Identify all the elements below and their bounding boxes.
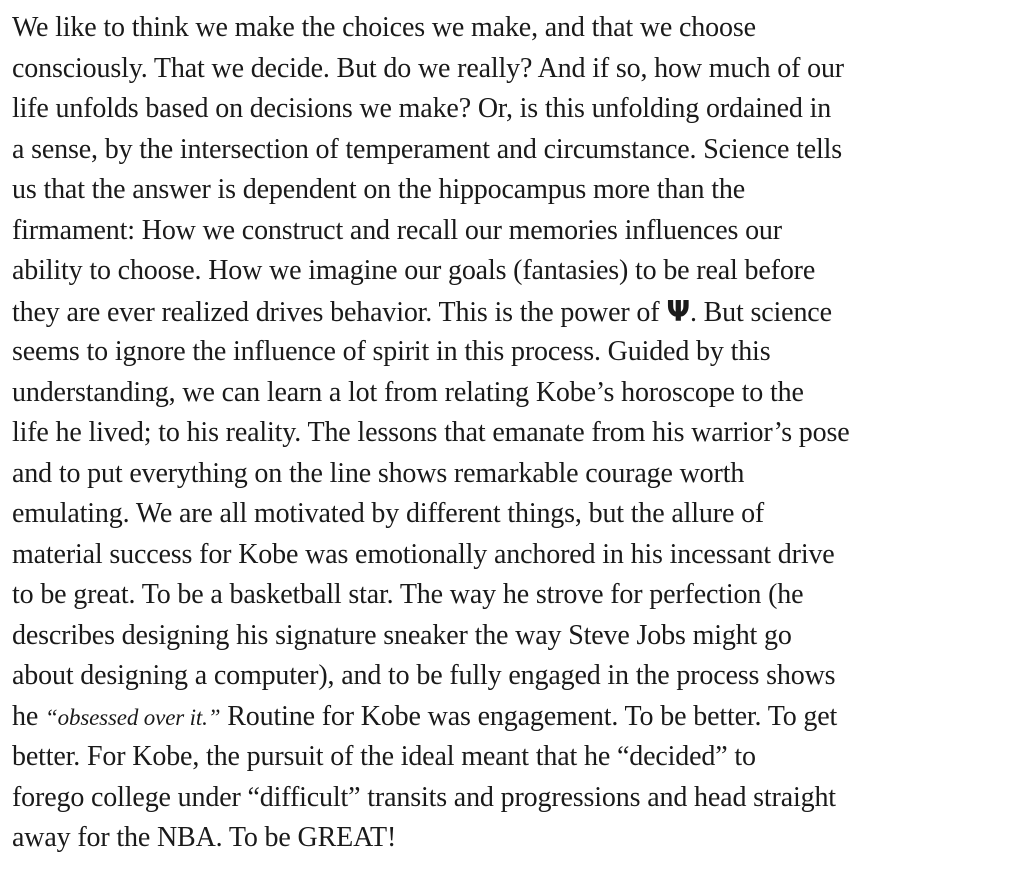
text-line bbox=[12, 292, 1012, 333]
text-line: emulating. We are all motivated by different things, but the allure of bbox=[12, 498, 765, 529]
text-line: away for the NBA. To be GREAT! bbox=[12, 822, 397, 853]
text-line: ability to choose. How we imagine our goals (fantasies) to be real before bbox=[12, 255, 816, 286]
text-line: better. For Kobe, the pursuit of the ideal meant that he “decided” to bbox=[12, 741, 756, 772]
text-segment: Routine for Kobe was engagement. To be better. To get bbox=[220, 700, 838, 732]
text-line: forego college under “difficult” transits and progressions and head straight bbox=[12, 781, 836, 813]
text-line: and to put everything on the line shows remarkable courage worth bbox=[12, 457, 745, 489]
text-line: firmament: How we construct and recall our memories influences our bbox=[12, 214, 782, 246]
text-line: material success for Kobe was emotionally anchored in his incessant drive bbox=[12, 538, 835, 570]
italic-quote: “obsessed over it.” bbox=[44, 704, 221, 730]
text-segment: they are ever realized drives behavior. This is the power of bbox=[12, 296, 667, 328]
document-page bbox=[12, 8, 1012, 859]
text-segment: . But science bbox=[689, 296, 832, 328]
text-line: We like to think we make the choices we make, and that we choose bbox=[12, 12, 756, 43]
text-line: understanding, we can learn a lot from relating Kobe’s horoscope to the bbox=[12, 376, 804, 408]
text-line: to be great. To be a basketball star. The way he strove for perfection (he bbox=[12, 579, 804, 610]
text-segment: he bbox=[12, 700, 45, 732]
text-line: life he lived; to his reality. The lessons that emanate from his warrior’s pose bbox=[12, 417, 850, 448]
text-line: about designing a computer), and to be fully engaged in the process shows bbox=[12, 660, 836, 691]
text-line: consciously. That we decide. But do we really? And if so, how much of our bbox=[12, 52, 844, 84]
text-line: life unfolds based on decisions we make? Or, is this unfolding ordained in bbox=[12, 93, 832, 124]
text-line: a sense, by the intersection of temperament and circumstance. Science tells bbox=[12, 133, 842, 165]
text-line: seems to ignore the influence of spirit in this process. Guided by this bbox=[12, 336, 771, 367]
text-line bbox=[12, 697, 1012, 738]
body-paragraph bbox=[12, 8, 1012, 859]
text-line: us that the answer is dependent on the hippocampus more than the bbox=[12, 174, 745, 205]
psi-symbol: Ψ bbox=[666, 294, 690, 328]
text-line: describes designing his signature sneaker the way Steve Jobs might go bbox=[12, 619, 792, 651]
